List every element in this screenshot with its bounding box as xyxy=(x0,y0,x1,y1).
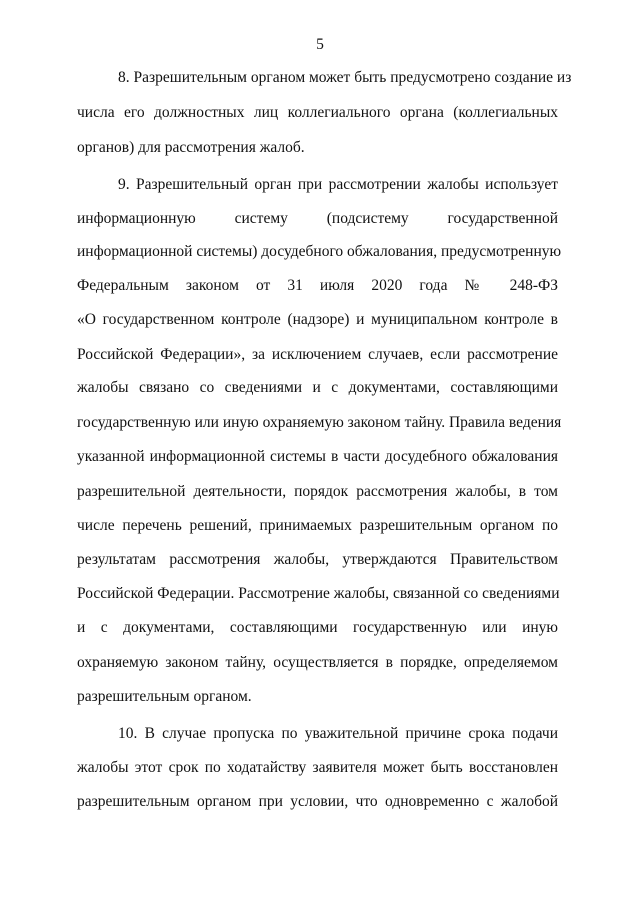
paragraph-9-line-16: разрешительным органом. xyxy=(77,688,252,705)
paragraph-9-line-7: жалобы связано со сведениями и с документами, составляющими xyxy=(77,379,558,396)
paragraph-9-line-3: информационной системы) досудебного обжалования, предусмотренную xyxy=(77,243,562,260)
paragraph-9-line-5: «О государственном контроле (надзоре) и муниципальном контроле в xyxy=(77,311,558,328)
paragraph-9-line-8: государственную или иную охраняемую законом тайну. Правила ведения xyxy=(77,414,562,431)
paragraph-9-line-15: охраняемую законом тайну, осуществляется в порядке, определяемом xyxy=(77,654,558,671)
paragraph-9-line-12: результатам рассмотрения жалобы, утверждаются Правительством xyxy=(77,551,558,568)
paragraph-9-line-9: указанной информационной системы в части досудебного обжалования xyxy=(77,448,558,465)
paragraph-9-line-1: 9. Разрешительный орган при рассмотрении жалобы использует xyxy=(118,176,558,193)
paragraph-9-line-11: числе перечень решений, принимаемых разрешительным органом по xyxy=(77,517,558,534)
page-number: 5 xyxy=(316,36,324,53)
paragraph-9-line-14: и с документами, составляющими государственную или иную xyxy=(77,619,558,636)
paragraph-8-line-2: числа его должностных лиц коллегиального органа (коллегиальных xyxy=(77,104,558,121)
paragraph-9-line-10: разрешительной деятельности, порядок рассмотрения жалобы, в том xyxy=(77,483,558,500)
paragraph-8-line-3: органов) для рассмотрения жалоб. xyxy=(77,139,305,156)
paragraph-8-line-1: 8. Разрешительным органом может быть предусмотрено создание из xyxy=(118,69,572,86)
paragraph-10-line-1: 10. В случае пропуска по уважительной причине срока подачи xyxy=(118,725,558,742)
paragraph-10-line-2: жалобы этот срок по ходатайству заявителя может быть восстановлен xyxy=(77,759,558,776)
paragraph-9-line-6: Российской Федерации», за исключением случаев, если рассмотрение xyxy=(77,346,558,363)
paragraph-9-line-2: информационную систему (подсистему государственной xyxy=(77,210,558,227)
paragraph-9-line-4: Федеральным законом от 31 июля 2020 года № 248-ФЗ xyxy=(77,277,558,294)
paragraph-10-line-3: разрешительным органом при условии, что одновременно с жалобой xyxy=(77,793,558,810)
paragraph-9-line-13: Российской Федерации. Рассмотрение жалобы, связанной со сведениями xyxy=(77,585,560,602)
